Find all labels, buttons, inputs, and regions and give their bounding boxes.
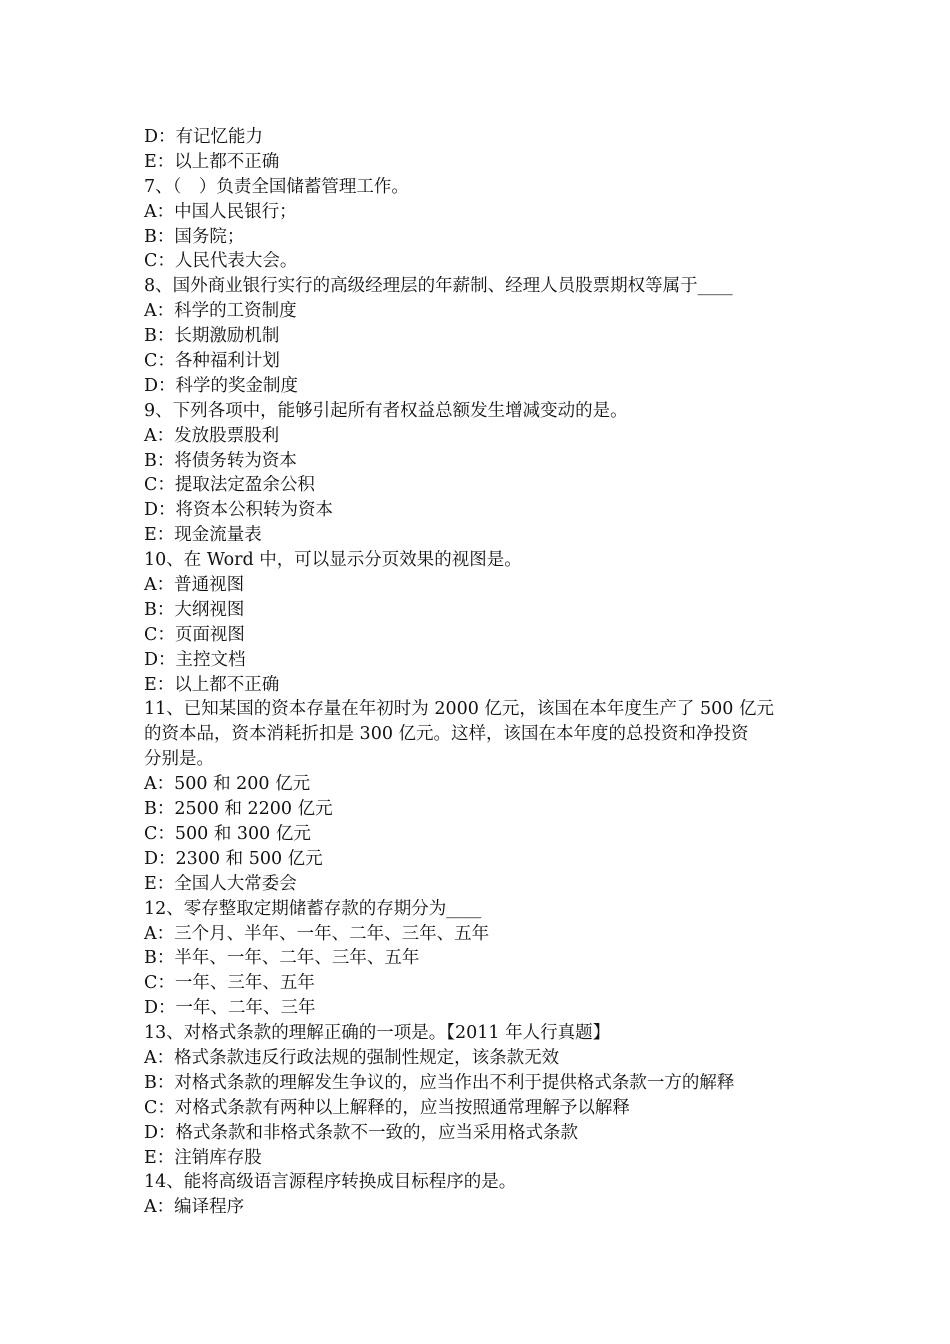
question-11: 11、已知某国的资本存量在年初时为 2000 亿元，该国在本年度生产了 500 亿元: [144, 699, 774, 720]
question-10: 10、在 Word 中，可以显示分页效果的视图是。: [144, 550, 522, 571]
text-line: C：各种福利计划: [144, 351, 280, 372]
text-line: D：一年、二年、三年: [144, 998, 316, 1019]
text-line: 分别是。: [144, 749, 214, 770]
text-line: C：页面视图: [144, 624, 245, 645]
question-13: 13、对格式条款的理解正确的一项是。【2011 年人行真题】: [144, 1023, 611, 1044]
text-line: D：将资本公积转为资本: [144, 500, 334, 521]
text-line: C：提取法定盈余公积: [144, 475, 315, 496]
text-line: A：500 和 200 亿元: [144, 774, 311, 795]
text-line: C：一年、三年、五年: [144, 973, 315, 994]
text-line: A：三个月、半年、一年、二年、三年、五年: [144, 923, 490, 944]
text-line: B：半年、一年、二年、三年、五年: [144, 948, 420, 969]
text-line: C：500 和 300 亿元: [144, 823, 311, 844]
text-line: A：编译程序: [144, 1197, 245, 1218]
text-line: C：人民代表大会。: [144, 251, 298, 272]
text-line: B：国务院；: [144, 226, 245, 247]
text-line: D：2300 和 500 亿元: [144, 848, 323, 869]
text-line: D：有记忆能力: [144, 127, 264, 147]
document-body: [144, 125, 812, 1220]
text-line: A：科学的工资制度: [144, 301, 297, 322]
text-line: 的资本品，资本消耗折扣是 300 亿元。这样，该国在本年度的总投资和净投资: [144, 724, 749, 745]
text-line: A：格式条款违反行政法规的强制性规定，该条款无效: [144, 1047, 560, 1068]
text-line: B：长期激励机制: [144, 326, 280, 347]
text-line: E：注销库存股: [144, 1147, 262, 1168]
text-line: E：以上都不正确: [144, 674, 280, 695]
question-7: 7、（ ）负责全国储蓄管理工作。: [144, 176, 409, 197]
text-line: E：以上都不正确: [144, 151, 280, 172]
question-9: 9、下列各项中，能够引起所有者权益总额发生增减变动的是。: [144, 400, 628, 421]
text-line: B：大纲视图: [144, 599, 245, 620]
text-line: E：现金流量表: [144, 525, 262, 546]
text-line: D：格式条款和非格式条款不一致的，应当采用格式条款: [144, 1122, 579, 1143]
text-line: D：科学的奖金制度: [144, 375, 299, 396]
text-line: E：全国人大常委会: [144, 873, 297, 894]
question-14: 14、能将高级语言源程序转换成目标程序的是。: [144, 1172, 517, 1193]
text-line: B：将债务转为资本: [144, 450, 297, 471]
question-12: 12、零存整取定期储蓄存款的存期分为____: [144, 898, 482, 919]
question-8: 8、国外商业银行实行的高级经理层的年薪制、经理人员股票期权等属于____: [144, 276, 733, 297]
text-line: A：发放股票股利: [144, 425, 280, 446]
text-line: A：中国人民银行；: [144, 201, 297, 222]
text-line: D：主控文档: [144, 649, 246, 670]
text-line: A：普通视图: [144, 575, 245, 596]
text-line: C：对格式条款有两种以上解释的，应当按照通常理解予以解释: [144, 1097, 630, 1118]
text-line: B：2500 和 2200 亿元: [144, 799, 333, 820]
text-line: B：对格式条款的理解发生争议的，应当作出不利于提供格式条款一方的解释: [144, 1072, 735, 1093]
